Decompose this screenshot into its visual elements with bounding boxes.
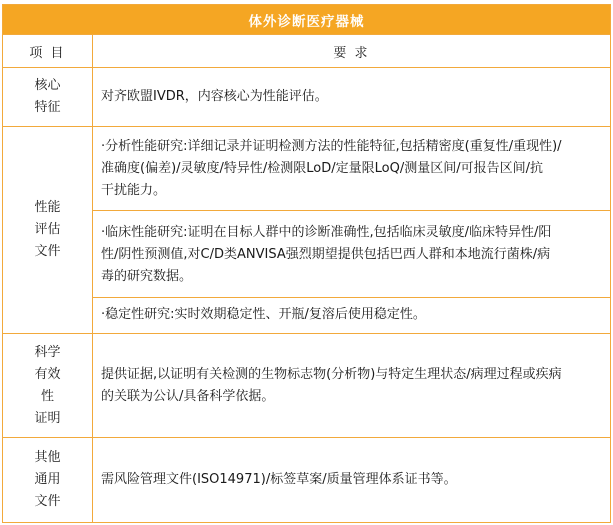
row-content-other: 需风险管理文件(ISO14971)/标签草案/质量管理体系证书等。 <box>93 438 611 523</box>
row-label-performance: 性能 评估 文件 <box>3 126 93 333</box>
row-content-core: 对齐欧盟IVDR，内容核心为性能评估。 <box>93 68 611 126</box>
row-label-scientific: 科学 有效 性 证明 <box>3 333 93 438</box>
ivd-requirements-table <box>2 4 611 523</box>
row-content-scientific: 提供证据,以证明有关检测的生物标志物(分析物)与特定生理状态/病理过程或疾病 的关联为公认/具备科学依据。 <box>93 333 611 438</box>
header-item: 项 目 <box>3 35 93 68</box>
performance-stability: ·稳定性研究:实时效期稳定性、开瓶/复溶后使用稳定性。 <box>93 297 611 333</box>
row-label-core: 核心 特征 <box>3 68 93 126</box>
performance-analytical: ·分析性能研究:详细记录并证明检测方法的性能特征,包括精密度(重复性/重现性)/ 准确度(偏差)/灵敏度/特异性/检测限LoD/定量限LoQ/测量区间/可报告区间/抗 干扰能力。 <box>93 126 611 210</box>
header-requirement: 要 求 <box>93 35 611 68</box>
table-title: 体外诊断医疗器械 <box>3 5 611 35</box>
row-label-other: 其他 通用 文件 <box>3 438 93 523</box>
performance-clinical: ·临床性能研究:证明在目标人群中的诊断准确性,包括临床灵敏度/临床特异性/阳 性/阴性预测值,对C/D类ANVISA强烈期望提供包括巴西人群和本地流行菌株/病 毒的研究数据。 <box>93 211 611 298</box>
